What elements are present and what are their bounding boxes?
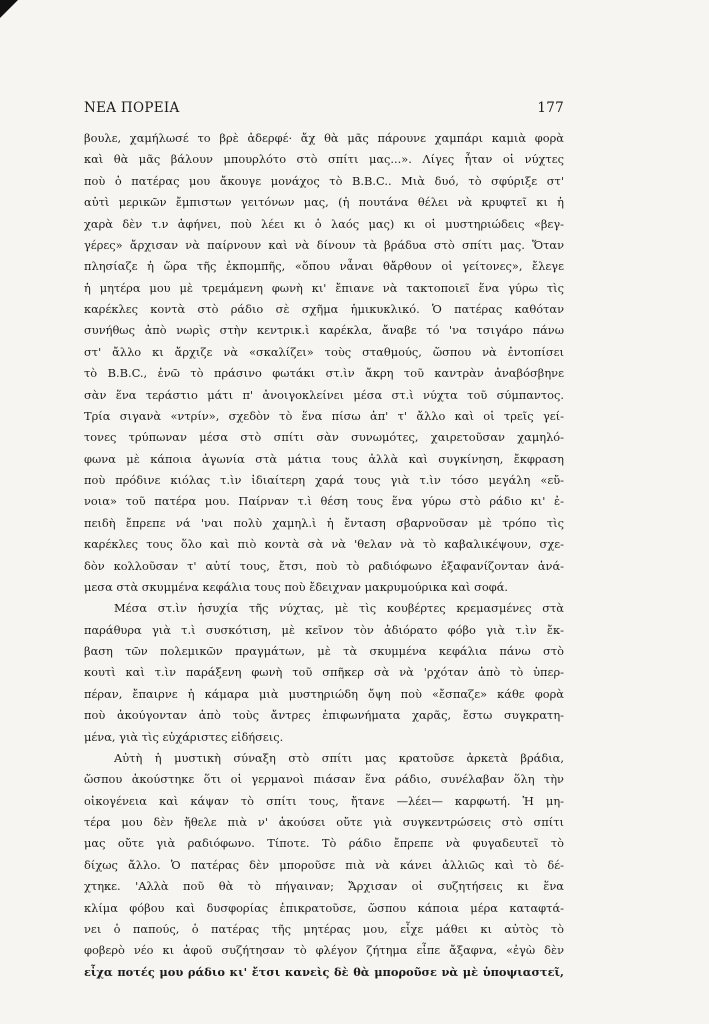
text-line: ὥσπου ἀκούστηκε ὅτι οἱ γερμανοὶ πιάσαν ἕνα ράδιο, συνέλαβαν ὅλη τὴν	[84, 772, 564, 787]
text-line: βουλε, χαμήλωσέ το βρὲ ἀδερφέ· ἄχ θὰ μᾶς πάρουνε χαμπάρι καμιὰ φορὰ	[84, 131, 564, 145]
text-line: τὸ Β.Β.C., ἐνῶ τὸ πράσινο φωτάκι στ.ὶν ἄκρη τοῦ καντρὰν ἀναβόσβηνε	[84, 366, 564, 381]
text-line: οἰκογένεια καὶ κάψαν τὸ σπίτι τους, ἤτανε —λέει— καρφωτή. Ἡ μη-	[84, 793, 564, 808]
text-line: στ' ἄλλο κι ἄρχιζε νὰ «σκαλίζει» τοὺς σταθμούς, ὥσπου νὰ ἐντοπίσει	[84, 344, 564, 359]
text-line: γέρες» ἄρχισαν νὰ παίρνουν καὶ νὰ δίνουν τὰ βράδυα στὸ σπίτι μας. Ὅταν	[84, 237, 564, 252]
text-line: πέραν, ἔπαιρνε ἡ κάμαρα μιὰ μυστηριώδη ὄψη ποὺ «ἔσπαζε» κάθε φορὰ	[84, 686, 564, 701]
text-line: Τρία σιγανὰ «ντρίν», σχεδὸν τὸ ἕνα πίσω ἀπ' τ' ἄλλο καὶ οἱ τρεῖς γεί-	[84, 408, 564, 423]
text-line: ποὺ ἀκούγονταν ἀπὸ τοὺς ἄντρες ἐπιφωνήματα χαρᾶς, ἔστω συγκρατη-	[84, 708, 564, 723]
journal-title: ΝΕΑ ΠΟΡΕΙΑ	[84, 100, 180, 116]
text-line: αὐτὶ μερικῶν ἔμπιστων γειτόνων μας, (ἡ πουτάνα θέλει νὰ κρυφτεῖ κι ἡ	[84, 195, 564, 210]
text-line: καὶ θὰ μᾶς βάλουν μπουρλότο στὸ σπίτι μας...». Λίγες ἦταν οἱ νύχτες	[84, 152, 564, 167]
text-line: χτηκε. 'Αλλὰ ποῦ θὰ τὸ πήγαιναν; Ἄρχισαν οἱ συζητήσεις κι ἕνα	[84, 879, 564, 894]
text-line: δὸν κολλοῦσαν τ' αὐτί τους, ἔτσι, ποὺ τὸ ραδιόφωνο ἐξαφανίζονταν ἀνά-	[84, 558, 564, 573]
text-line: Μέσα στ.ὶν ἡσυχία τῆς νύχτας, μὲ τὶς κουβέρτες κρεμασμένες στὰ	[114, 601, 564, 616]
text-line: πλησίαζε ἡ ὥρα τῆς ἐκπομπῆς, «ὅπου νἆναι θἄρθουν οἱ γείτονες», ἔλεγε	[84, 259, 564, 274]
text-line: δίχως ἄλλο. Ὁ πατέρας δὲν μποροῦσε πιὰ νὰ κάνει ἀλλιῶς καὶ τὸ δέ-	[84, 857, 564, 872]
text-line: εἶχα ποτές μου ράδιο κι' ἔτσι κανεὶς δὲ θὰ μποροῦσε νὰ μὲ ὑποψιαστεῖ,	[84, 964, 564, 979]
text-line: πειδὴ ἔπρεπε νά 'ναι πολὺ χαμηλ.ὶ ἡ ἔνταση σβαρνοῦσαν μὲ τρόπο τὶς	[84, 515, 564, 530]
text-line: μας οὔτε γιὰ ραδιόφωνο. Τίποτε. Τὸ ράδιο ἔπρεπε νὰ φυγαδευτεῖ τὸ	[84, 836, 564, 851]
text-line: καρέκλες τους ὅλο καὶ πιὸ κοντὰ σὰ νὰ 'θελαν νὰ τὸ καβαλικέψουν, σχε-	[84, 537, 564, 552]
text-line: φοβερὸ νέο κι ἀφοῦ συζήτησαν τὸ φλέγον ζήτημα εἶπε ἄξαφνα, «ἐγὼ δὲν	[84, 943, 564, 958]
text-line: κλίμα φόβου καὶ δυσφορίας ἐπικρατοῦσε, ὥσπου κάποια μέρα καταφτά-	[84, 900, 564, 915]
text-line: κουτὶ καὶ τ.ὶν παράξενη φωνὴ τοῦ σπῆκερ σὰ νὰ 'ρχόταν ἀπὸ τὸ ὑπερ-	[84, 665, 564, 680]
text-line: φωνα μὲ κάποια ἀγωνία στὰ μάτια τους ἀλλὰ καὶ συγκίνηση, ἔκφραση	[84, 451, 564, 466]
text-line: βαση τῶν πολεμικῶν πραγμάτων, μὲ τὰ σκυμμένα κεφάλια πάνω στὸ	[84, 644, 564, 658]
text-line: τέρα μου δὲν ἤθελε πιὰ ν' ἀκούσει οὔτε γιὰ συγκεντρώσεις στὸ σπίτι	[84, 815, 564, 829]
text-line: μένα, γιὰ τὶς εὐχάριστες εἰδήσεις.	[84, 729, 284, 744]
body-text	[84, 128, 564, 983]
page-corner-mark	[0, 0, 18, 18]
text-line: παράθυρα γιὰ τ.ὶ συσκότιση, μὲ κεῖνον τὸν ἀδιόρατο φόβο γιὰ τ.ὶν ἔκ-	[84, 622, 564, 637]
text-line: τονες τρύπωναν μέσα στὸ σπίτι σὰν συνωμότες, χαιρετοῦσαν χαμηλό-	[84, 430, 564, 445]
text-line: ποὺ ὁ πατέρας μου ἄκουγε μονάχος τὸ Β.Β.C.. Μιὰ δυό, τὸ σφύριξε στ'	[84, 173, 564, 188]
text-line: νοια» τοῦ πατέρα μου. Παίρναν τ.ὶ θέση τους ἕνα γύρω στὸ ράδιο κι' ἐ-	[84, 494, 564, 509]
text-line: ἡ μητέρα μου μὲ τρεμάμενη φωνὴ κι' ἔπιανε νὰ τακτοποιεῖ ἕνα γύρω τὶς	[84, 280, 564, 295]
text-line: συνήθως ἀπὸ νωρὶς στὴν κεντρικ.ὶ καρέκλα, ἄναβε τό 'να τσιγάρο πάνω	[84, 323, 564, 338]
text-line: Αὐτὴ ἡ μυστικὴ σύναξη στὸ σπίτι μας κρατοῦσε ἀρκετὰ βράδια,	[114, 750, 564, 765]
text-line: ποὺ πρόδινε κιόλας τ.ὶν ἰδιαίτερη χαρά τους γιὰ τ.ὶν τόσο μεγάλη «εὔ-	[84, 473, 564, 487]
running-header	[84, 100, 564, 116]
text-line: σὰν ἕνα τεράστιο μάτι π' ἀνοιγοκλείνει μέσα στ.ὶ νύχτα τοῦ σύμπαντος.	[84, 387, 564, 402]
page-number: 177	[537, 100, 564, 116]
text-line: μεσα στὰ σκυμμένα κεφάλια τους ποὺ ἔδειχναν μακρυμούρικα καὶ σοφά.	[84, 579, 509, 594]
text-line: χαρὰ δὲν τ.ν ἀφήνει, ποὺ λέει κι ὁ λαός μας) κι οἱ μυστηριώδεις «βεγ-	[84, 216, 564, 231]
text-line: καρέκλες κοντὰ στὸ ράδιο σὲ σχῆμα ἡμικυκλικό. Ὁ πατέρας καθόταν	[84, 302, 564, 316]
text-line: νει ὁ παπούς, ὁ πατέρας τῆς μητέρας μου, εἶχε μάθει κι αὐτὸς τὸ	[84, 921, 564, 936]
